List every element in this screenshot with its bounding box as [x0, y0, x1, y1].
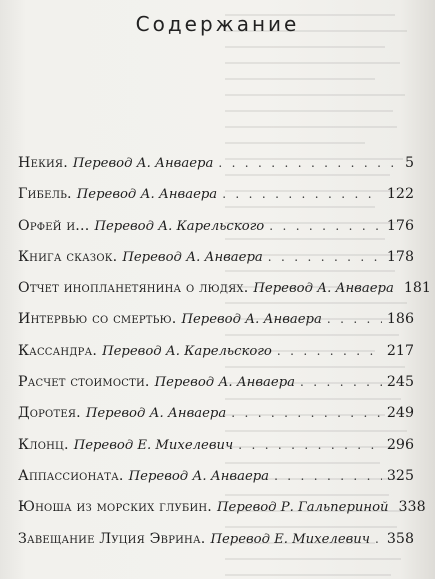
leader-dots: [274, 469, 382, 483]
toc-entry[interactable]: [18, 280, 431, 311]
toc-entry-title: Некия.: [18, 155, 68, 171]
table-of-contents: [18, 155, 431, 562]
leader-dots: [375, 532, 382, 546]
toc-entry-title: Аппассионата.: [18, 467, 124, 484]
toc-entry-page: 245: [386, 374, 414, 391]
toc-entry-translator: Перевод А. Анваера: [85, 406, 227, 422]
toc-entry-page: 176: [386, 217, 414, 234]
toc-entry-title: Доротея.: [18, 405, 81, 422]
leader-dots: [218, 156, 395, 170]
leader-dots: [231, 406, 382, 420]
toc-entry-title: Юноша из морских глубин.: [18, 499, 213, 516]
toc-entry-translator: Перевод А. Анваера: [253, 281, 394, 297]
toc-entry-page: 178: [386, 248, 414, 265]
toc-entry-translator: Перевод Р. Гальпериной: [217, 500, 389, 516]
toc-entry-title: Орфей и...: [18, 217, 90, 234]
toc-entry-translator: Перевод Е. Михелевич: [210, 531, 370, 547]
leader-dots: [268, 250, 382, 264]
toc-entry-translator: Перевод А. Анваера: [128, 468, 270, 484]
toc-entry[interactable]: [18, 468, 414, 499]
leader-dots: [300, 375, 382, 389]
toc-entry-title: Расчет стоимости.: [18, 374, 150, 391]
toc-entry-page: 5: [404, 155, 414, 171]
toc-entry-title: Гибель.: [18, 186, 72, 203]
toc-entry-translator: Перевод А. Анваера: [154, 375, 296, 391]
leader-dots: [238, 438, 382, 452]
toc-entry-translator: Перевод А. Анваера: [181, 312, 322, 328]
leader-dots: [269, 219, 382, 233]
toc-entry-page: 338: [398, 499, 426, 516]
toc-entry-translator: Перевод А. Карельского: [94, 218, 265, 234]
toc-entry-page: 249: [386, 405, 414, 422]
toc-entry[interactable]: [18, 374, 414, 405]
toc-entry-translator: Перевод А. Анваера: [72, 156, 214, 171]
toc-entry-page: 325: [386, 467, 414, 484]
toc-entry[interactable]: [18, 437, 414, 468]
toc-entry-title: Завещание Луция Эврина.: [18, 530, 206, 547]
toc-entry[interactable]: [18, 311, 414, 342]
leader-dots: [277, 344, 382, 358]
toc-entry[interactable]: [18, 531, 414, 562]
toc-entry-title: Отчет инопланетянина о людях.: [18, 280, 249, 297]
toc-entry-translator: Перевод Е. Михелевич: [73, 437, 234, 453]
toc-entry-translator: Перевод А. Анваера: [122, 249, 263, 265]
toc-entry-page: 358: [386, 530, 414, 547]
toc-entry-translator: Перевод А. Карельского: [102, 343, 272, 359]
toc-entry-page: 186: [386, 311, 414, 328]
toc-entry-title: Интервью со смертью.: [18, 311, 177, 328]
toc-entry-page: 122: [386, 186, 414, 203]
leader-dots: [327, 312, 382, 326]
toc-entry[interactable]: [18, 186, 414, 217]
toc-entry-title: Клонц.: [18, 436, 69, 453]
toc-entry-translator: Перевод А. Анваера: [76, 187, 218, 203]
toc-entry[interactable]: [18, 249, 414, 280]
leader-dots: [222, 187, 382, 201]
toc-entry[interactable]: [18, 343, 414, 374]
toc-entry-page: 296: [386, 436, 414, 453]
toc-entry-title: Кассандра.: [18, 342, 98, 359]
toc-entry[interactable]: [18, 405, 414, 436]
page-title: Содержание: [135, 12, 300, 36]
toc-entry-page: 217: [386, 342, 414, 359]
toc-entry-page: 181: [403, 280, 431, 297]
toc-entry[interactable]: [18, 155, 414, 186]
toc-entry[interactable]: [18, 499, 426, 530]
toc-entry-title: Книга сказок.: [18, 248, 118, 265]
toc-entry[interactable]: [18, 218, 414, 249]
